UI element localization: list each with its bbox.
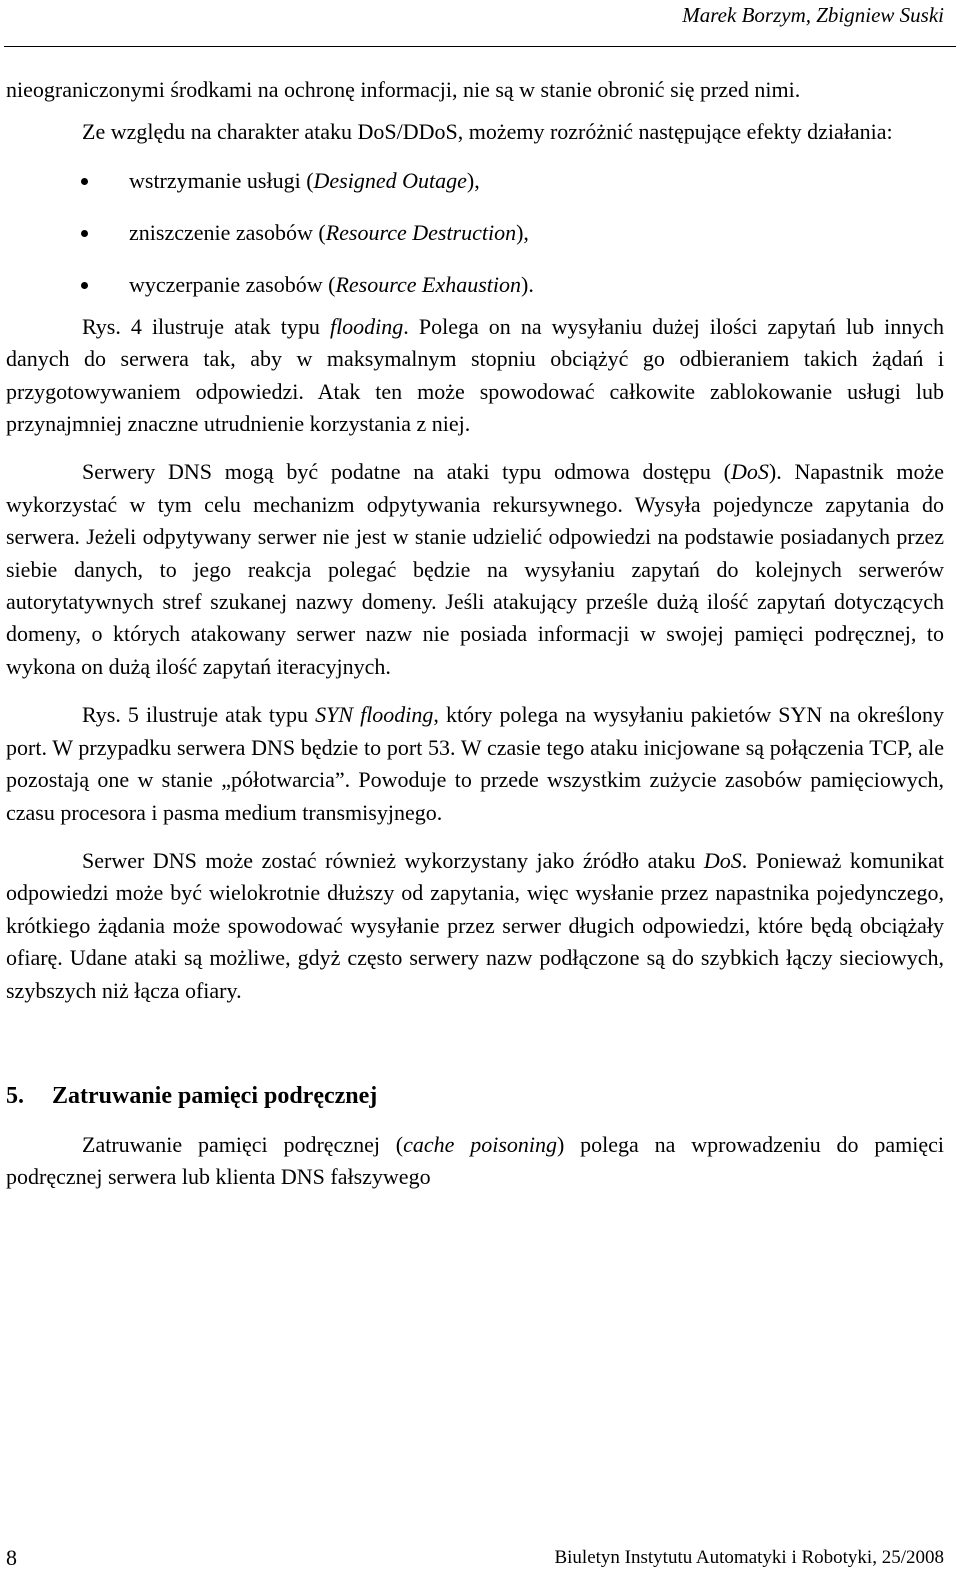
list-item-text: wyczerpanie zasobów ( <box>129 271 336 297</box>
paragraph-term: flooding <box>329 313 404 339</box>
journal-footer: Biuletyn Instytutu Automatyki i Robotyki, 25/2008 <box>554 1547 944 1568</box>
paragraph-term: cache poisoning <box>403 1131 557 1157</box>
page-number: 8 <box>6 1545 17 1570</box>
paragraph-dns-dos <box>6 456 944 683</box>
paragraph-text: Zatruwanie pamięci podręcznej ( <box>82 1131 404 1157</box>
paragraph-text: . Ponieważ komunikat odpowiedzi może być wielokrotnie dłuższy od zapytania, więc wysłanie przez napastnika pojedynczego, krótkiego żądania może spowodować wysyłanie przez serwer długich odpowiedzi, które będą obciążały ofiarę. Udane ataki są możliwe, gdyż często serwery nazw podłączone są do szybkich łączy sieciowych, szybszych niż łącza ofiary. <box>6 847 944 1003</box>
paragraph-term: DoS <box>703 847 742 873</box>
paragraph-flooding <box>6 311 944 441</box>
section-title: Zatruwanie pamięci podręcznej <box>52 1082 378 1109</box>
paragraph-text: . Polega on na wysyłaniu dużej ilości zapytań lub innych danych do serwera tak, aby w maksymalnym stopniu obciążyć go odbieraniem takich żądań i przygotowywaniem odpowiedzi. Atak ten może spowodować całkowite zablokowanie usługi lub przynajmniej znaczne utrudnienie korzystania z niej. <box>6 313 944 437</box>
paragraph-text: Serwer DNS może zostać również wykorzystany jako źródło ataku <box>82 847 704 873</box>
body-text <box>6 74 944 1194</box>
list-item <box>6 165 944 197</box>
paragraph-syn-flooding <box>6 699 944 829</box>
list-item-term: Resource Destruction <box>325 219 517 245</box>
list-item <box>6 269 944 301</box>
bullet-icon <box>81 230 88 237</box>
paragraph-text: Rys. 5 ilustruje atak typu <box>82 702 316 728</box>
paragraph-continuation: nieograniczonymi środkami na ochronę informacji, nie są w stanie obronić się przed nimi. <box>6 77 801 102</box>
paragraph-term: DoS <box>731 459 769 485</box>
paragraph-text: , który polega na wysyłaniu pakietów SYN na określony port. W przypadku serwera DNS będzie to port 53. W czasie tego ataku inicjowane są połączenia TCP, ale pozostają one w stanie „półotwarcia”. Powoduje to przede wszystkim zużycie zasobów pamięciowych, czasu procesora i pasma medium transmisyjnego. <box>6 702 944 825</box>
bullet-icon <box>81 178 88 185</box>
list-item-text: wstrzymanie usługi ( <box>129 167 314 193</box>
running-header-authors: Marek Borzym, Zbigniew Suski <box>682 3 944 27</box>
list-item-term: Resource Exhaustion <box>335 271 521 297</box>
paragraph-cache-poisoning <box>6 1129 944 1194</box>
paragraph-term: SYN flooding <box>315 702 434 728</box>
paragraph-dns-attack-source <box>6 845 944 1007</box>
paragraph-text: ). Napastnik może wykorzystać w tym celu mechanizm odpytywania rekursywnego. Wysyła pojedyncze zapytania do serwera. Jeżeli odpytywany serwer nie jest w stanie udzielić odpowiedzi na podstawie posiadanych przez siebie danych, to jego reakcja polegać będzie na wysyłaniu zapytań do kolejnych serwerów autorytatywnych stref szukanej nazwy domeny. Jeśli atakujący prześle dużą ilość zapytań dotyczących domeny, o których atakowany serwer nazw nie posiada informacji w swojej pamięci podręcznej, to wykona on dużą ilość zapytań iteracyjnych. <box>6 459 945 679</box>
list-item-term: Designed Outage <box>313 167 467 193</box>
paragraph-dos-effects-intro: Ze względu na charakter ataku DoS/DDoS, możemy rozróżnić następujące efekty działania: <box>82 119 893 145</box>
section-heading <box>6 1079 944 1113</box>
list-item-text: zniszczenie zasobów ( <box>129 219 326 245</box>
paragraph-text: Serwery DNS mogą być podatne na ataki typu odmowa dostępu ( <box>82 459 731 485</box>
paragraph-text: ) polega na wprowadzeniu do pamięci podręcznej serwera lub klienta DNS fałszywego <box>6 1131 944 1190</box>
list-item-tail: ), <box>516 219 529 245</box>
bullet-icon <box>81 282 88 289</box>
list-item <box>6 217 944 249</box>
list-item-tail: ), <box>466 167 480 193</box>
list-item-tail: ). <box>521 271 534 297</box>
section-number: 5. <box>6 1082 24 1109</box>
paragraph-text: Rys. 4 ilustruje atak typu <box>82 313 330 339</box>
effects-list <box>6 165 944 301</box>
header-rule <box>4 46 956 47</box>
